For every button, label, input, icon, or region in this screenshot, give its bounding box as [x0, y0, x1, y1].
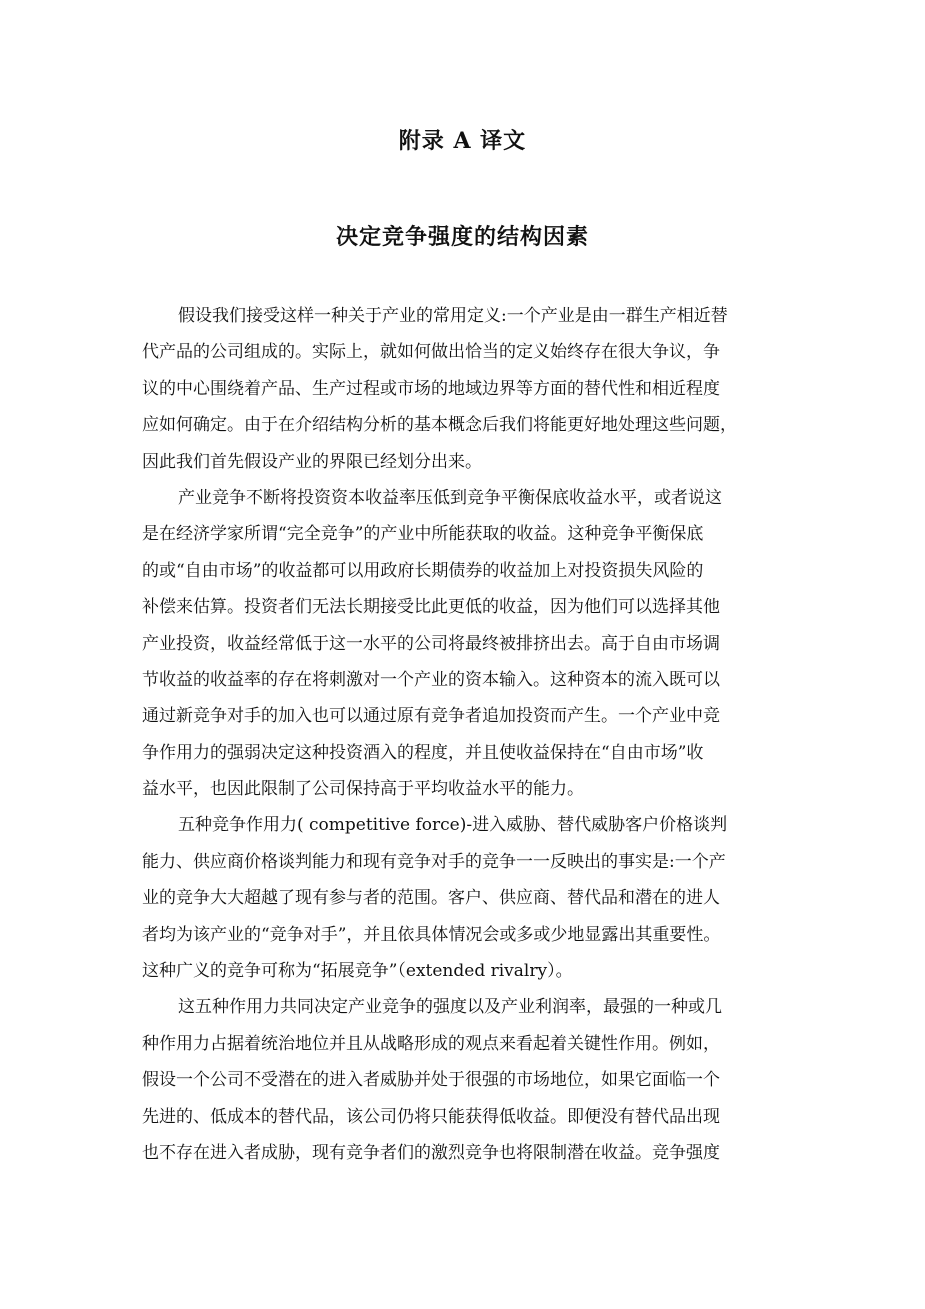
- text-line: 节收益的收益率的存在将刺激对一个产业的资本输入。这种资本的流入既可以: [142, 669, 720, 690]
- text-line: 这种广义的竞争可称为“拓展竞争”（extended rivalry）。: [142, 961, 573, 982]
- text-line: 假设一个公司不受潜在的进入者威胁并处于很强的市场地位，如果它面临一个: [142, 1070, 720, 1091]
- text-line: 代产品的公司组成的。实际上，就如何做出恰当的定义始终存在很大争议，争: [142, 342, 720, 363]
- text-line: 者均为该产业的“竞争对手”，并且依具体情况会或多或少地显露出其重要性。: [142, 924, 721, 945]
- text-line: 的或“自由市场”的收益都可以用政府长期债券的收益加上对投资损失风险的: [142, 560, 704, 581]
- text-line: 因此我们首先假设产业的界限已经划分出来。: [142, 451, 482, 472]
- text-line: 议的中心围绕着产品、生产过程或市场的地域边界等方面的替代性和相近程度: [142, 378, 720, 399]
- text-line: 这五种作用力共同决定产业竞争的强度以及产业利润率，最强的一种或几: [178, 997, 722, 1018]
- text-line: 也不存在进入者成胁，现有竞争者们的激烈竞争也将限制潜在收益。竞争强度: [142, 1142, 720, 1163]
- text-line: 产业投资，收益经常低于这一水平的公司将最终被排挤出去。高于自由市场调: [142, 633, 720, 654]
- text-line: 是在经济学家所谓“完全竞争”的产业中所能获取的收益。这种竞争平衡保底: [142, 524, 704, 545]
- text-line: 争作用力的强弱决定这种投资酒入的程度，并且使收益保持在“自由市场”收: [142, 742, 704, 763]
- text-line: 种作用力占据着统治地位并且从战略形成的观点来看起着关键性作用。例如，: [142, 1033, 720, 1054]
- body-text: [142, 298, 802, 1171]
- appendix-title: 附录 A 译文: [398, 128, 527, 154]
- text-line: 先进的、低成本的替代品，该公司仍将只能获得低收益。即便没有替代品出现: [142, 1106, 720, 1127]
- text-line: 补偿来估算。投资者们无法长期接受比此更低的收益，因为他们可以选择其他: [142, 597, 720, 618]
- text-line: 五种竞争作用力( competitive force)-进入威胁、替代威胁客户价格谈判: [178, 815, 728, 836]
- section-title: 决定竞争强度的结构因素: [335, 224, 589, 250]
- text-line: 业的竞争大大超越了现有参与者的范围。客户、供应商、替代品和潜在的进人: [142, 888, 720, 909]
- text-line: 通过新竞争对手的加入也可以通过原有竞争者追加投资而产生。一个产业中竞: [142, 706, 720, 727]
- text-line: 能力、供应商价格谈判能力和现有竞争对手的竞争一一反映出的事实是:一个产: [142, 851, 726, 872]
- text-line: 益水平，也因此限制了公司保持高于平均收益水平的能力。: [142, 779, 584, 800]
- text-line: 应如何确定。由于在介绍结构分析的基本概念后我们将能更好地处理这些问题，: [142, 415, 737, 436]
- text-line: 产业竞争不断将投资资本收益率压低到竞争平衡保底收益水平，或者说这: [178, 487, 722, 508]
- text-line: 假设我们接受这样一种关于产业的常用定义:一个产业是由一群生产相近替: [178, 306, 728, 326]
